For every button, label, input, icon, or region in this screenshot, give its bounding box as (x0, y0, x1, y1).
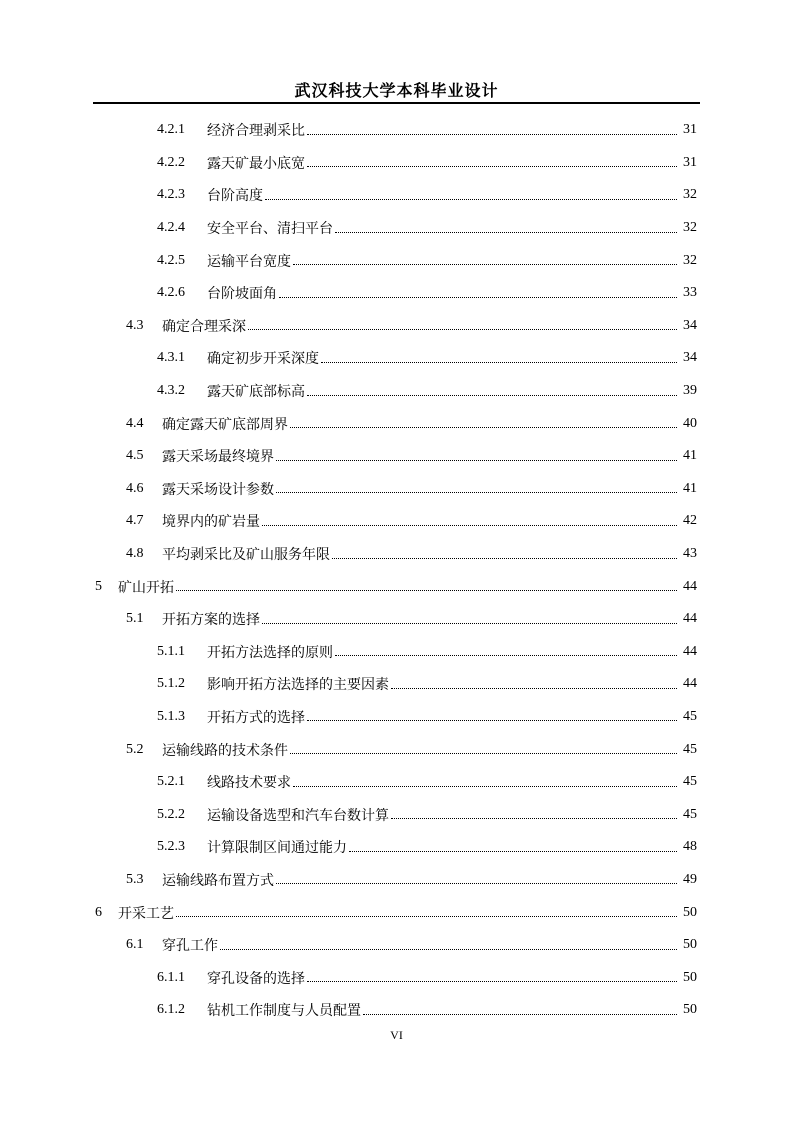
toc-entry[interactable] (0, 831, 793, 864)
dot-leader (307, 395, 677, 396)
toc-entry-page: 45 (683, 708, 697, 724)
toc-entry[interactable] (0, 929, 793, 962)
toc-entry-title: 运输线路布置方式 (162, 872, 274, 889)
toc-entry-title: 计算限制区间通过能力 (207, 840, 347, 857)
toc-entry-number: 6.1.2 (157, 1002, 185, 1018)
toc-entry-number: 6.1.1 (157, 969, 185, 985)
toc-entry-title: 平均剥采比及矿山服务年限 (162, 547, 330, 564)
toc-entry-page: 45 (683, 741, 697, 757)
dot-leader (176, 590, 677, 591)
toc-entry-title: 线路技术要求 (207, 775, 291, 792)
toc-entry[interactable] (0, 277, 793, 310)
toc-entry[interactable] (0, 375, 793, 408)
toc-entry-title: 台阶高度 (207, 188, 263, 205)
toc-entry-number: 4.2.1 (157, 122, 185, 138)
toc-entry-page: 48 (683, 839, 697, 855)
toc-entry-page: 40 (683, 415, 697, 431)
toc-entry-title: 安全平台、清扫平台 (207, 221, 333, 238)
dot-leader (276, 883, 677, 884)
toc-entry-page: 44 (683, 676, 697, 692)
toc-entry-number: 4.8 (126, 546, 144, 562)
toc-entry-page: 42 (683, 513, 697, 529)
toc-entry[interactable] (0, 603, 793, 636)
toc-entry-number: 5.2.1 (157, 774, 185, 790)
toc-entry[interactable] (0, 179, 793, 212)
toc-entry-number: 4.2.4 (157, 220, 185, 236)
toc-entry-number: 5.1.3 (157, 708, 185, 724)
toc-entry-page: 44 (683, 611, 697, 627)
toc-entry[interactable] (0, 310, 793, 343)
toc-entry[interactable] (0, 505, 793, 538)
dot-leader (307, 720, 677, 721)
dot-leader (363, 1014, 677, 1015)
dot-leader (220, 949, 677, 950)
toc-entry-number: 4.2.6 (157, 285, 185, 301)
toc-entry-number: 5.1.2 (157, 676, 185, 692)
dot-leader (335, 655, 677, 656)
dot-leader (290, 753, 677, 754)
dot-leader (276, 460, 677, 461)
dot-leader (265, 199, 677, 200)
toc-entry-number: 4.4 (126, 415, 144, 431)
toc-entry-title: 开拓方案的选择 (162, 612, 260, 629)
toc-entry-page: 50 (683, 1002, 697, 1018)
toc-entry-number: 4.3.1 (157, 350, 185, 366)
toc-entry[interactable] (0, 701, 793, 734)
toc-entry-title: 钻机工作制度与人员配置 (207, 1003, 361, 1020)
dot-leader (391, 688, 677, 689)
dot-leader (349, 851, 677, 852)
toc-entry-title: 露天矿最小底宽 (207, 155, 305, 172)
toc-entry-number: 4.7 (126, 513, 144, 529)
toc-entry[interactable] (0, 244, 793, 277)
header-rule (93, 102, 700, 104)
toc-entry-number: 4.5 (126, 448, 144, 464)
toc-entry-number: 5.2.2 (157, 806, 185, 822)
dot-leader (276, 492, 677, 493)
toc-entry-number: 4.2.2 (157, 154, 185, 170)
toc-entry-title: 露天采场设计参数 (162, 481, 274, 498)
toc-entry[interactable] (0, 994, 793, 1027)
toc-entry-page: 39 (683, 383, 697, 399)
toc-entry[interactable] (0, 570, 793, 603)
toc-entry-title: 开采工艺 (118, 905, 174, 922)
toc-entry-page: 44 (683, 578, 697, 594)
toc-entry-number: 5.1 (126, 611, 144, 627)
toc-entry-number: 5 (95, 578, 102, 594)
dot-leader (290, 427, 677, 428)
toc-entry[interactable] (0, 798, 793, 831)
toc-entry[interactable] (0, 212, 793, 245)
toc-entry-number: 4.3.2 (157, 383, 185, 399)
toc-entry-page: 34 (683, 350, 697, 366)
dot-leader (335, 232, 677, 233)
toc-entry[interactable] (0, 147, 793, 180)
toc-entry-page: 49 (683, 871, 697, 887)
toc-entry-number: 4.2.5 (157, 252, 185, 268)
toc-entry-page: 34 (683, 317, 697, 333)
toc-entry-number: 5.2 (126, 741, 144, 757)
running-header: 武汉科技大学本科毕业设计 (294, 81, 499, 100)
toc-entry-number: 4.2.3 (157, 187, 185, 203)
toc-entry[interactable] (0, 864, 793, 897)
toc-entry[interactable] (0, 896, 793, 929)
toc-entry-title: 开拓方式的选择 (207, 709, 305, 726)
toc-entry[interactable] (0, 961, 793, 994)
dot-leader (248, 329, 677, 330)
toc-entry-title: 露天矿底部标高 (207, 384, 305, 401)
dot-leader (391, 818, 677, 819)
toc-entry-title: 矿山开拓 (118, 579, 174, 596)
toc-entry-number: 5.1.1 (157, 643, 185, 659)
dot-leader (332, 558, 677, 559)
dot-leader (176, 916, 677, 917)
toc-entry-page: 50 (683, 969, 697, 985)
toc-entry[interactable] (0, 668, 793, 701)
toc-entry-page: 50 (683, 904, 697, 920)
toc-entry-page: 32 (683, 187, 697, 203)
toc-entry-page: 32 (683, 220, 697, 236)
toc-entry-title: 露天采场最终境界 (162, 449, 274, 466)
toc-entry-page: 33 (683, 285, 697, 301)
toc-entry-page: 45 (683, 806, 697, 822)
toc-entry-page: 31 (683, 154, 697, 170)
toc-entry-title: 台阶坡面角 (207, 286, 277, 303)
dot-leader (262, 525, 677, 526)
toc-entry-page: 43 (683, 546, 697, 562)
toc-entry-page: 41 (683, 480, 697, 496)
toc-entry-page: 50 (683, 937, 697, 953)
toc-entry[interactable] (0, 766, 793, 799)
toc-entry-page: 31 (683, 122, 697, 138)
toc-entry-title: 确定合理采深 (162, 318, 246, 335)
toc-entry[interactable] (0, 407, 793, 440)
toc-entry-title: 穿孔设备的选择 (207, 970, 305, 987)
dot-leader (293, 264, 677, 265)
toc-entry[interactable] (0, 114, 793, 147)
dot-leader (262, 623, 677, 624)
toc-entry-number: 6 (95, 904, 102, 920)
toc-entry-title: 确定初步开采深度 (207, 351, 319, 368)
dot-leader (307, 166, 677, 167)
toc-entry-page: 32 (683, 252, 697, 268)
toc-entry[interactable] (0, 440, 793, 473)
toc-entry[interactable] (0, 636, 793, 669)
page-number: VI (390, 1028, 403, 1042)
toc-entry-number: 6.1 (126, 937, 144, 953)
toc-entry-title: 运输平台宽度 (207, 253, 291, 270)
table-of-contents (0, 114, 793, 1027)
dot-leader (279, 297, 677, 298)
toc-entry-number: 4.3 (126, 317, 144, 333)
toc-entry-number: 5.3 (126, 871, 144, 887)
dot-leader (307, 981, 677, 982)
toc-entry-title: 运输线路的技术条件 (162, 742, 288, 759)
toc-entry-title: 影响开拓方法选择的主要因素 (207, 677, 389, 694)
toc-entry-title: 开拓方法选择的原则 (207, 644, 333, 661)
toc-entry[interactable] (0, 342, 793, 375)
toc-entry-title: 确定露天矿底部周界 (162, 416, 288, 433)
toc-entry[interactable] (0, 733, 793, 766)
toc-entry-page: 41 (683, 448, 697, 464)
toc-entry-title: 穿孔工作 (162, 938, 218, 955)
toc-entry-title: 经济合理剥采比 (207, 123, 305, 140)
dot-leader (307, 134, 677, 135)
toc-entry-title: 境界内的矿岩量 (162, 514, 260, 531)
dot-leader (293, 786, 677, 787)
toc-entry-title: 运输设备选型和汽车台数计算 (207, 807, 389, 824)
dot-leader (321, 362, 677, 363)
toc-entry-number: 4.6 (126, 480, 144, 496)
toc-entry[interactable] (0, 473, 793, 506)
toc-entry-page: 44 (683, 643, 697, 659)
toc-entry-number: 5.2.3 (157, 839, 185, 855)
toc-entry-page: 45 (683, 774, 697, 790)
toc-entry[interactable] (0, 538, 793, 571)
